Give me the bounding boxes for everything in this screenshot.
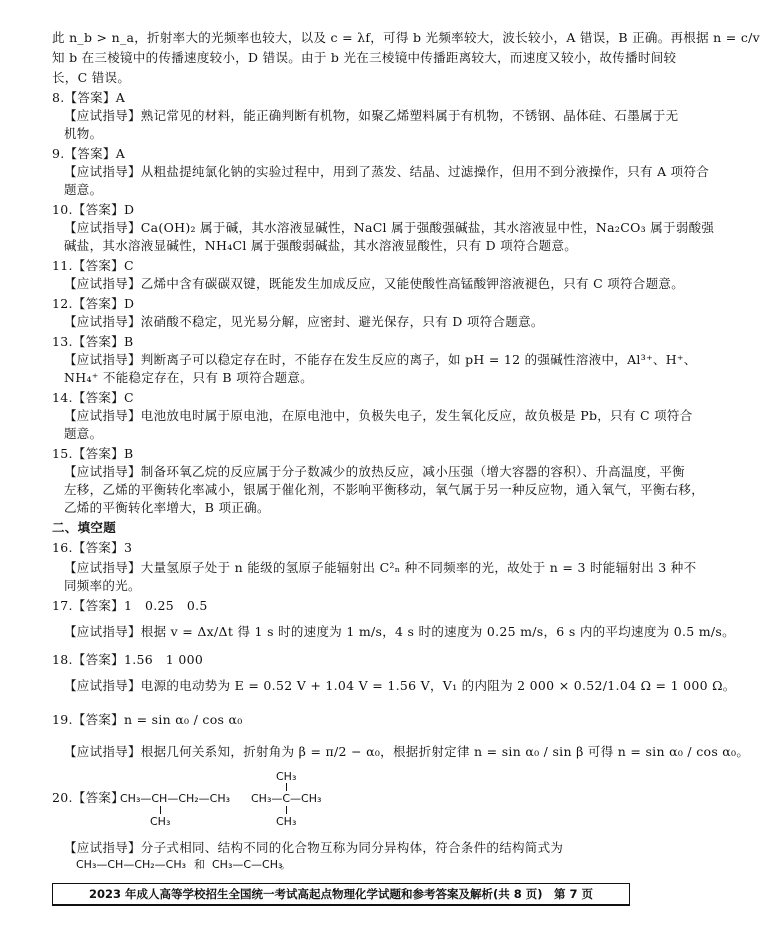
answer-13: 13.【答案】B (52, 334, 134, 349)
neopentane-structure: CH₃—C—CH₃ (251, 792, 322, 805)
guide-9: 【应试指导】从粗盐提纯氯化钠的实验过程中，用到了蒸发、结晶、过滤操作，但用不到分液操作，只有 A 项符合 (64, 164, 710, 179)
answer-17: 17.【答案】1 0.25 0.5 (52, 598, 208, 613)
guide-isopentane: CH₃—CH—CH₂—CH₃ (76, 858, 187, 871)
guide-13: 【应试指导】判断离子可以稳定存在时，不能存在发生反应的离子，如 pH = 12 的强碱性溶液中，Al³⁺、H⁺、 (64, 352, 697, 367)
answer-14: 14.【答案】C (52, 390, 134, 405)
answer-9: 9.【答案】A (52, 146, 126, 161)
answer-15: 15.【答案】B (52, 446, 134, 461)
guide-9-cont: 题意。 (64, 182, 103, 197)
section-heading: 二、填空题 (52, 520, 117, 535)
neopentane-bottom: CH₃ (276, 815, 297, 828)
neopentane-top: CH₃ (276, 770, 297, 783)
page-footer: 2023 年成人高等学校招生全国统一考试高起点物理化学试题和参考答案及解析(共 8 页) 第 7 页 (52, 883, 630, 906)
answer-20: 20.【答案】 (52, 790, 124, 805)
end-mark: 。 (280, 858, 291, 871)
guide-15: 【应试指导】制备环氧乙烷的反应属于分子数减少的放热反应，减小压强（增大容器的容积）、升高温度，平衡 (64, 464, 685, 479)
guide-17: 【应试指导】根据 v = Δx/Δt 得 1 s 时的速度为 1 m/s，4 s 时的速度为 0.25 m/s，6 s 内的平均速度为 0.5 m/s。 (64, 624, 735, 639)
guide-16: 【应试指导】大量氢原子处于 n 能级的氢原子能辐射出 C²ₙ 种不同频率的光，故处于 n = 3 时能辐射出 3 种不 (64, 560, 697, 575)
bond-line (160, 806, 161, 814)
guide-14-cont: 题意。 (64, 426, 103, 441)
guide-13-cont: NH₄⁺ 不能稳定存在，只有 B 项符合题意。 (64, 370, 313, 385)
answer-11: 11.【答案】C (52, 258, 134, 273)
guide-14: 【应试指导】电池放电时属于原电池，在原电池中，负极失电子，发生氧化反应，故负极是 Pb，只有 C 项符合 (64, 408, 693, 423)
guide-neopentane: CH₃—C—CH₃ (212, 858, 283, 871)
answer-16: 16.【答案】3 (52, 540, 133, 555)
guide-12: 【应试指导】浓硝酸不稳定，见光易分解，应密封、避光保存，只有 D 项符合题意。 (64, 314, 544, 329)
guide-10-cont: 碱盐，其水溶液显碱性，NH₄Cl 属于强酸弱碱盐，其水溶液显酸性，只有 D 项符合题意。 (64, 238, 578, 253)
text-line: 长，C 错误。 (52, 70, 131, 85)
answer-12: 12.【答案】D (52, 296, 135, 311)
guide-15-cont2: 乙烯的平衡转化率增大，B 项正确。 (64, 500, 270, 515)
bond-line (286, 783, 287, 791)
guide-11: 【应试指导】乙烯中含有碳碳双键，既能发生加成反应，又能使酸性高锰酸钾溶液褪色，只有 C 项符合题意。 (64, 276, 685, 291)
answer-19: 19.【答案】n = sin α₀ / cos α₀ (52, 712, 243, 727)
answer-18: 18.【答案】1.56 1 000 (52, 652, 204, 667)
text-line: 此 n_b > n_a，折射率大的光频率也较大，以及 c = λf，可得 b 光频率较大，波长较小，A 错误，B 正确。再根据 n = c/v (52, 30, 760, 45)
guide-10: 【应试指导】Ca(OH)₂ 属于碱，其水溶液显碱性，NaCl 属于强酸强碱盐，其水溶液显中性，Na₂CO₃ 属于弱酸强 (64, 220, 715, 235)
guide-8: 【应试指导】熟记常见的材料，能正确判断有机物，如聚乙烯塑料属于有机物，不锈钢、晶体硅、石墨属于无 (64, 108, 679, 123)
isopentane-branch: CH₃ (150, 815, 171, 828)
guide-19: 【应试指导】根据几何关系知，折射角为 β = π/2 − α₀，根据折射定律 n = sin α₀ / sin β 可得 n = sin α₀ / cos α₀。 (64, 744, 750, 759)
text-line: 知 b 在三棱镜中的传播速度较小，D 错误。由于 b 光在三棱镜中传播距离较大，而速度又较小，故传播时间较 (52, 50, 677, 65)
guide-8-cont: 机物。 (64, 126, 103, 141)
and-word: 和 (194, 858, 205, 871)
guide-16-cont: 同频率的光。 (64, 578, 141, 593)
answer-8: 8.【答案】A (52, 90, 126, 105)
guide-15-cont: 左移，乙烯的平衡转化率减小，银属于催化剂，不影响平衡移动，氧气属于另一种反应物，通入氧气，平衡右移， (64, 482, 705, 497)
answer-10: 10.【答案】D (52, 202, 135, 217)
guide-18: 【应试指导】电源的电动势为 E = 0.52 V + 1.04 V = 1.56 V，V₁ 的内阻为 2 000 × 0.52/1.04 Ω = 1 000 Ω。 (64, 678, 736, 693)
isopentane-structure: CH₃—CH—CH₂—CH₃ (120, 792, 231, 805)
guide-20: 【应试指导】分子式相同、结构不同的化合物互称为同分异构体，符合条件的结构简式为 (64, 840, 564, 855)
bond-line (286, 806, 287, 814)
